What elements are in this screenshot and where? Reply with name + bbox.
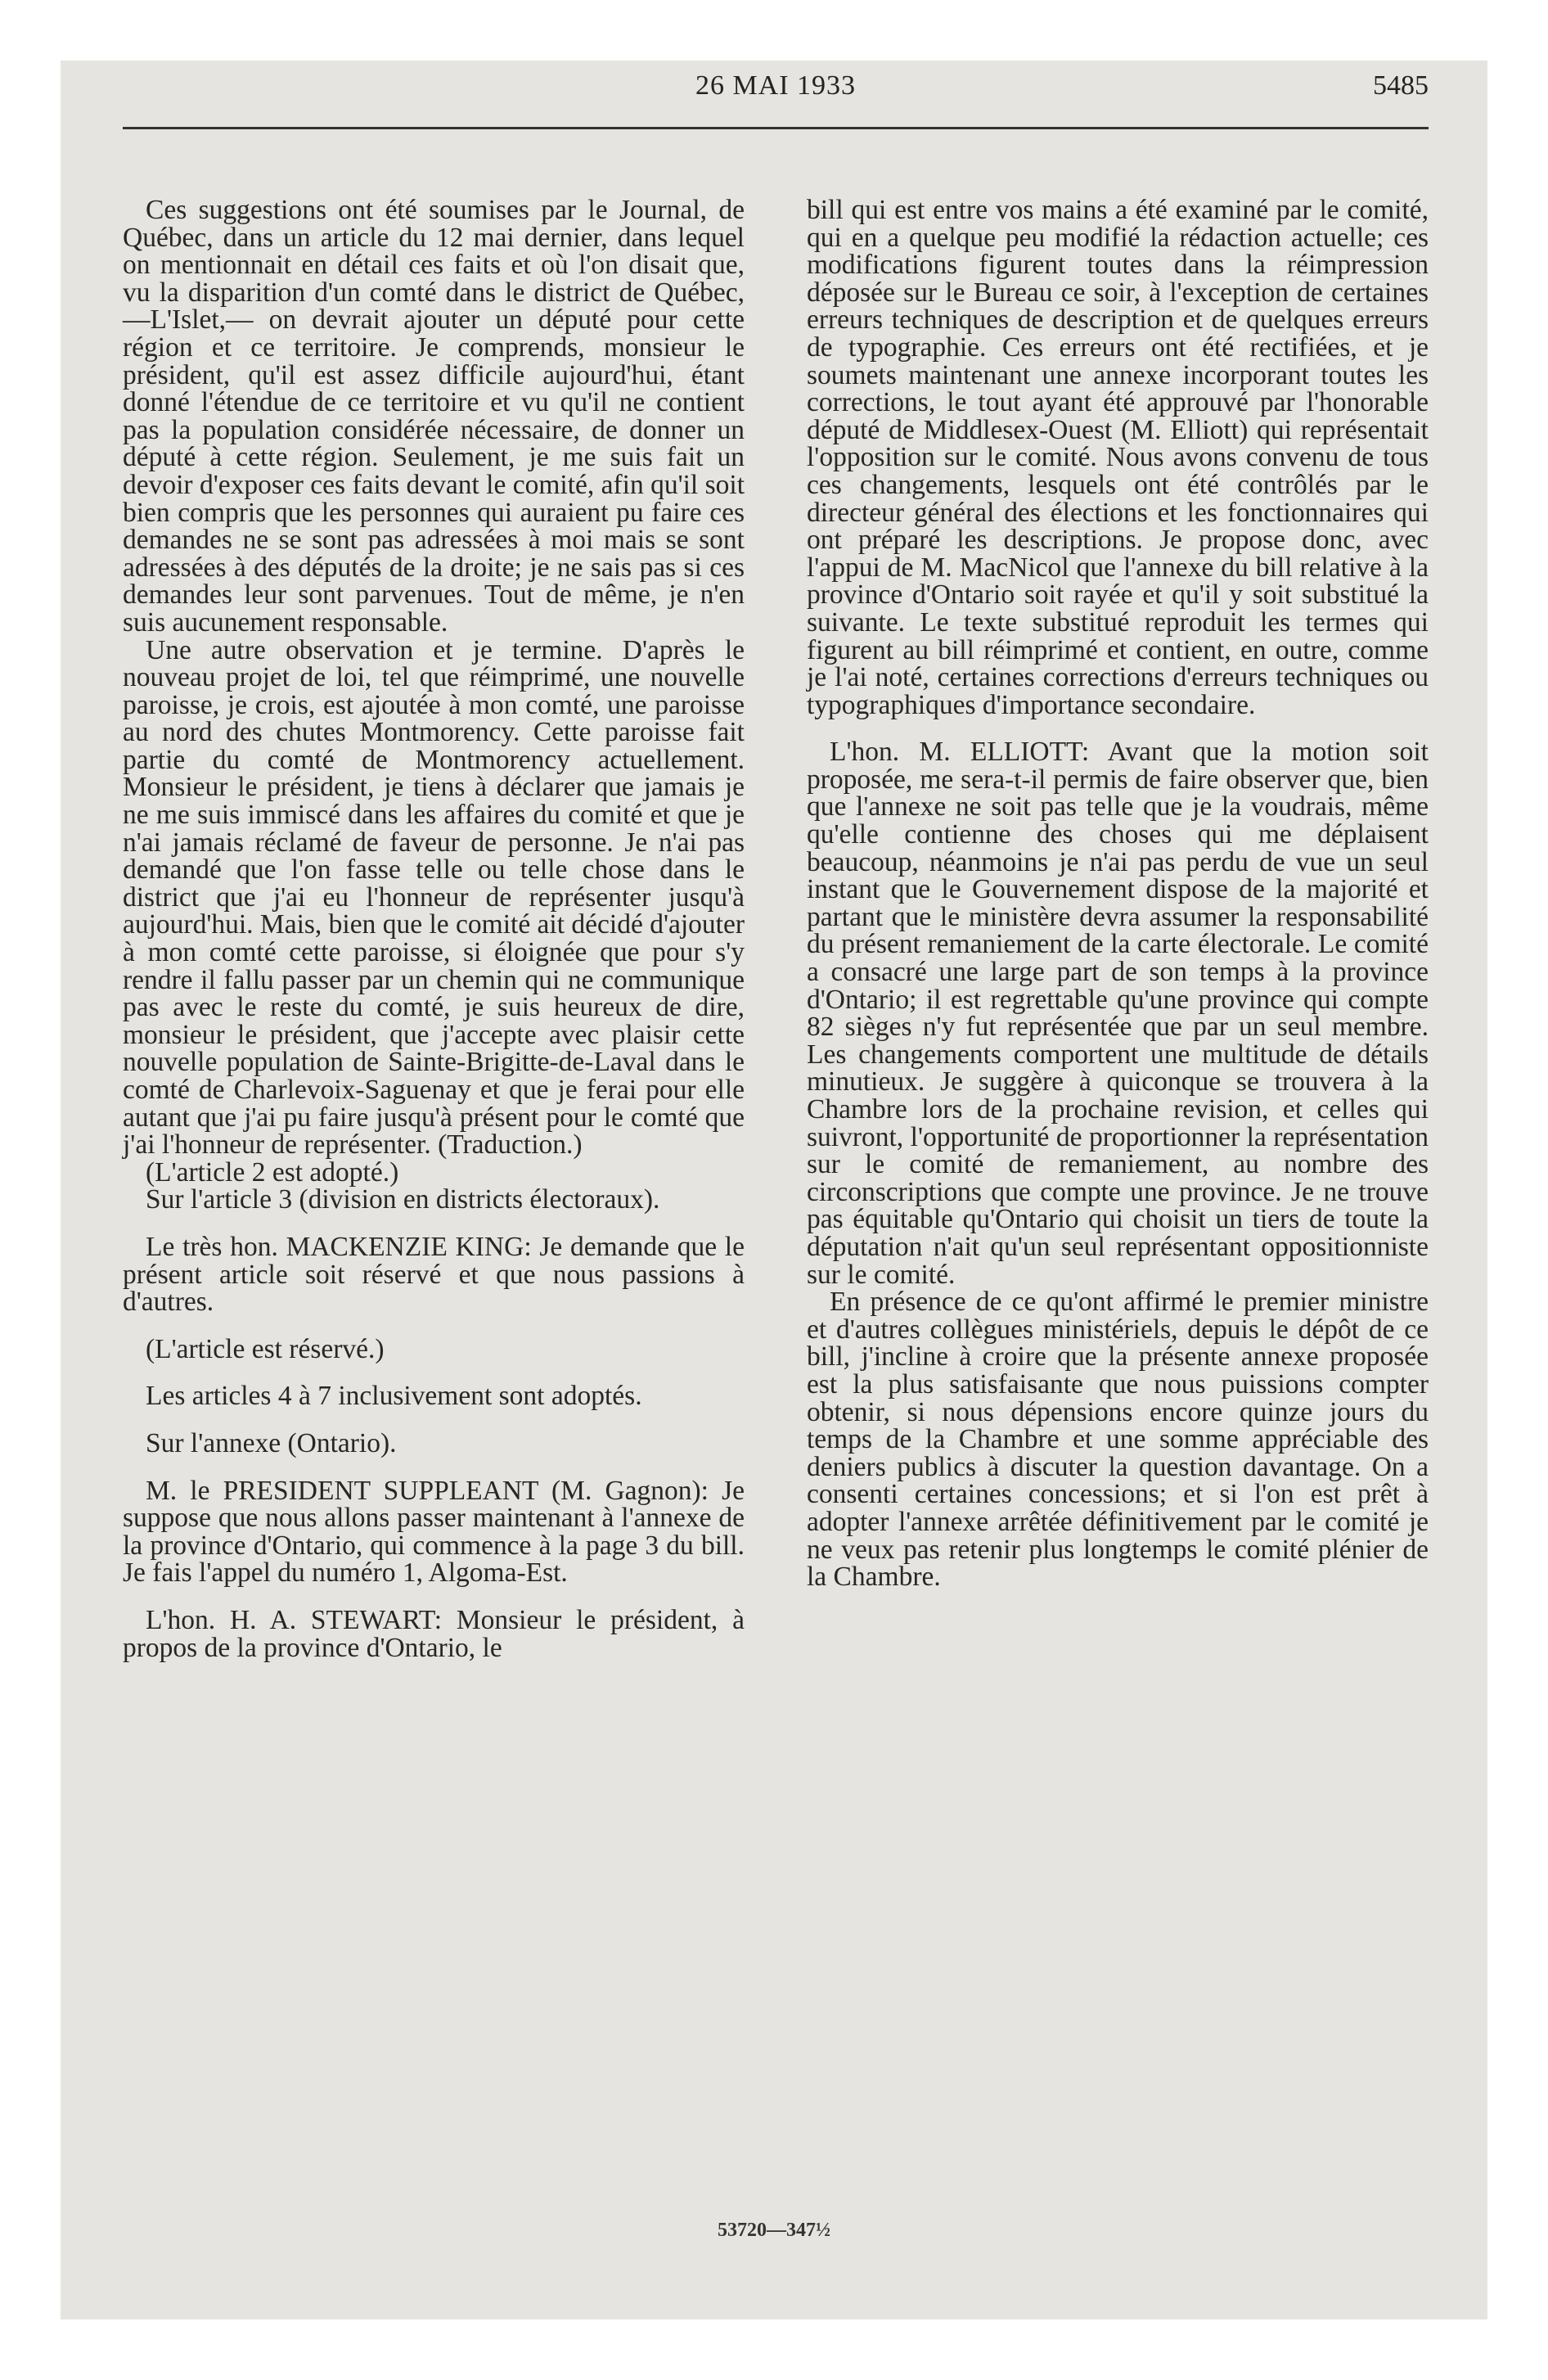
paragraph: (L'article est réservé.) [146,1333,385,1364]
right-column [807,196,1429,1591]
paragraph: Les articles 4 à 7 inclusivement sont adoptés. [146,1381,642,1412]
paragraph: M. le PRESIDENT SUPPLEANT (M. Gagnon): Je suppose que nous allons passer maintenant à l'annexe de la province d'Ontario, qui commence à la page 3 du bill. Je fais l'appel du numéro 1, Algoma-Est. [123,1475,745,1589]
page-number: 5485 [1373,70,1429,101]
page-date: 26 MAI 1933 [695,70,857,101]
paragraph: Sur l'annexe (Ontario). [146,1427,397,1458]
paragraph: L'hon. M. ELLIOTT: Avant que la motion soit proposée, me sera-t-il permis de faire observer que, bien que l'annexe ne soit pas telle que je la voudrais, même qu'elle contienne des choses qui me déplaisent beaucoup, néanmoins je n'ai pas perdu de vue un seul instant que le Gouvernement dispose de la majorité et partant que le ministère devra assumer la responsabilité du présent remaniement de la carte électorale. Le comité a consacré une large part de son temps à la province d'Ontario; il est regrettable qu'une province qui compte 82 sièges n'y fut représentée que par un seul membre. Les changements comportent une multitude de détails minutieux. Je suggère à quiconque se trouvera à la Chambre lors de la prochaine revision, et celles qui suivront, l'opportunité de proportionner la représentation sur le comité de remaniement, au nombre des circonscriptions que compte une province. Je ne trouve pas équitable qu'Ontario qui choisit un tiers de toute la députation n'ait qu'un seul représentant oppositionniste sur le comité. [807,737,1429,1290]
print-code: 53720—347½ [718,2220,830,2241]
paragraph: Sur l'article 3 (division en districts électoraux). [146,1184,660,1215]
header-rule [123,127,1429,129]
paragraph: Une autre observation et je termine. D'après le nouveau projet de loi, tel que réimprimé, une nouvelle paroisse, je crois, est ajoutée à mon comté, une paroisse au nord des chutes Montmorency. Cette paroisse fait partie du comté de Montmorency actuellement. Monsieur le président, je tiens à déclarer que jamais je ne me suis immiscé dans les affaires du comité et que je n'ai jamais réclamé de faveur de personne. Je n'ai pas demandé que l'on fasse telle ou telle chose dans le district que j'ai eu l'honneur de représenter jusqu'à aujourd'hui. Mais, bien que le comité ait décidé d'ajouter à mon comté cette paroisse, si éloignée que pour s'y rendre il fallu passer par un chemin qui ne communique pas avec le reste du comté, je suis heureux de dire, monsieur le président, que j'accepte avec plaisir cette nouvelle population de Sainte-Brigitte-de-Laval dans le comté de Charlevoix-Saguenay et que je ferai pour elle autant que j'ai pu faire jusqu'à présent pour le comté que j'ai l'honneur de représenter. (Traduction.) [123,634,745,1161]
paragraph: Le très hon. MACKENZIE KING: Je demande que le présent article soit réservé et que nous passions à d'autres. [123,1231,745,1318]
left-column [123,196,745,1661]
paragraph: bill qui est entre vos mains a été examiné par le comité, qui en a quelque peu modifié la rédaction actuelle; ces modifications figurent toutes dans la réimpression déposée sur le Bureau ce soir, à l'exception de certaines erreurs techniques de description et de quelques erreurs de typographie. Ces erreurs ont été rectifiées, et je soumets maintenant une annexe incorporant toutes les corrections, le tout ayant été approuvé par l'honorable député de Middlesex-Ouest (M. Elliott) qui représentait l'opposition sur le comité. Nous avons convenu de tous ces changements, lesquels ont été contrôlés par le directeur général des élections et les fonctionnaires qui ont préparé les descriptions. Je propose donc, avec l'appui de M. MacNicol que l'annexe du bill relative à la province d'Ontario soit rayée et qu'il y soit substitué la suivante. Le texte substitué reproduit les termes qui figurent au bill réimprimé et contient, en outre, comme je l'ai noté, certaines corrections d'erreurs techniques ou typographiques d'importance secondaire. [807,195,1429,720]
paragraph: Ces suggestions ont été soumises par le Journal, de Québec, dans un article du 12 mai dernier, dans lequel on mentionnait en détail ces faits et où l'on disait que, vu la disparition d'un comté dans le district de Québec,—L'Islet,— on devrait ajouter un député pour cette région et ce territoire. Je comprends, monsieur le président, qu'il est assez difficile aujourd'hui, étant donné l'étendue de ce territoire et vu qu'il ne contient pas la population considérée nécessaire, de donner un député à cette région. Seulement, je me suis fait un devoir d'exposer ces faits devant le comité, afin qu'il soit bien compris que les personnes qui auraient pu faire ces demandes ne se sont pas adressées à moi mais se sont adressées à des députés de la droite; je ne sais pas si ces demandes leur sont parvenues. Tout de même, je n'en suis aucunement responsable. [123,195,745,638]
paragraph: En présence de ce qu'ont affirmé le premier ministre et d'autres collègues ministériels, depuis le dépôt de ce bill, j'incline à croire que la présente annexe proposée est la plus satisfaisante que nous puissions compter obtenir, si nous dépensions encore quinze jours du temps de la Chambre et une somme appréciable des deniers publics à discuter la question davantage. On a consenti certaines concessions; et si l'on est prêt à adopter l'annexe arrêtée définitivement par le comité je ne veux pas retenir plus longtemps le comité plénier de la Chambre. [807,1287,1429,1593]
page-header [123,70,1429,121]
paragraph: L'hon. H. A. STEWART: Monsieur le président, à propos de la province d'Ontario, le [123,1604,745,1663]
paragraph: (L'article 2 est adopté.) [146,1156,399,1188]
